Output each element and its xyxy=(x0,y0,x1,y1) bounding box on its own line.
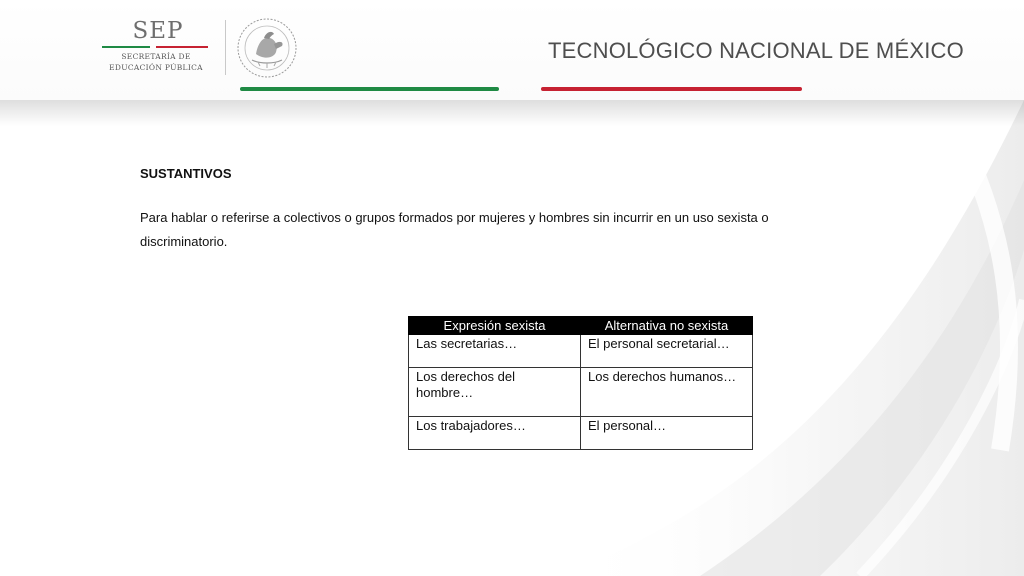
slide-content xyxy=(140,166,800,254)
green-accent-bar xyxy=(240,87,499,91)
logo-divider xyxy=(225,20,226,75)
intro-paragraph: Para hablar o referirse a colectivos o grupos formados por mujeres y hombres sin incurrir en un uso sexista o discriminatorio. xyxy=(140,210,769,249)
table-row xyxy=(409,335,753,368)
table-cell-alternative: Los derechos humanos… xyxy=(581,368,753,417)
table-row xyxy=(409,417,753,450)
table-cell-sexist: Los derechos del hombre… xyxy=(409,368,581,417)
red-accent-bar xyxy=(541,87,802,91)
column-header-alternative: Alternativa no sexista xyxy=(581,317,753,335)
sep-logo xyxy=(100,18,212,78)
sep-acronym: SEP xyxy=(132,18,184,44)
table-row xyxy=(409,368,753,417)
sep-logo-line2: EDUCACIÓN PÚBLICA xyxy=(109,63,203,72)
sep-logo-line1: SECRETARÍA DE xyxy=(121,52,191,61)
table-cell-alternative: El personal secretarial… xyxy=(581,335,753,368)
column-header-sexist: Expresión sexista xyxy=(409,317,581,335)
institution-title: TECNOLÓGICO NACIONAL DE MÉXICO xyxy=(548,38,964,63)
expression-table xyxy=(408,316,753,450)
table-cell-alternative: El personal… xyxy=(581,417,753,450)
sep-logo-lines xyxy=(100,46,208,49)
header-bar xyxy=(0,0,1024,100)
table-cell-sexist: Las secretarias… xyxy=(409,335,581,368)
mexican-coat-of-arms-icon xyxy=(234,16,300,80)
section-heading: SUSTANTIVOS xyxy=(140,166,232,181)
table-header-row xyxy=(409,317,753,335)
header-shadow xyxy=(0,100,1024,126)
table-cell-sexist: Los trabajadores… xyxy=(409,417,581,450)
